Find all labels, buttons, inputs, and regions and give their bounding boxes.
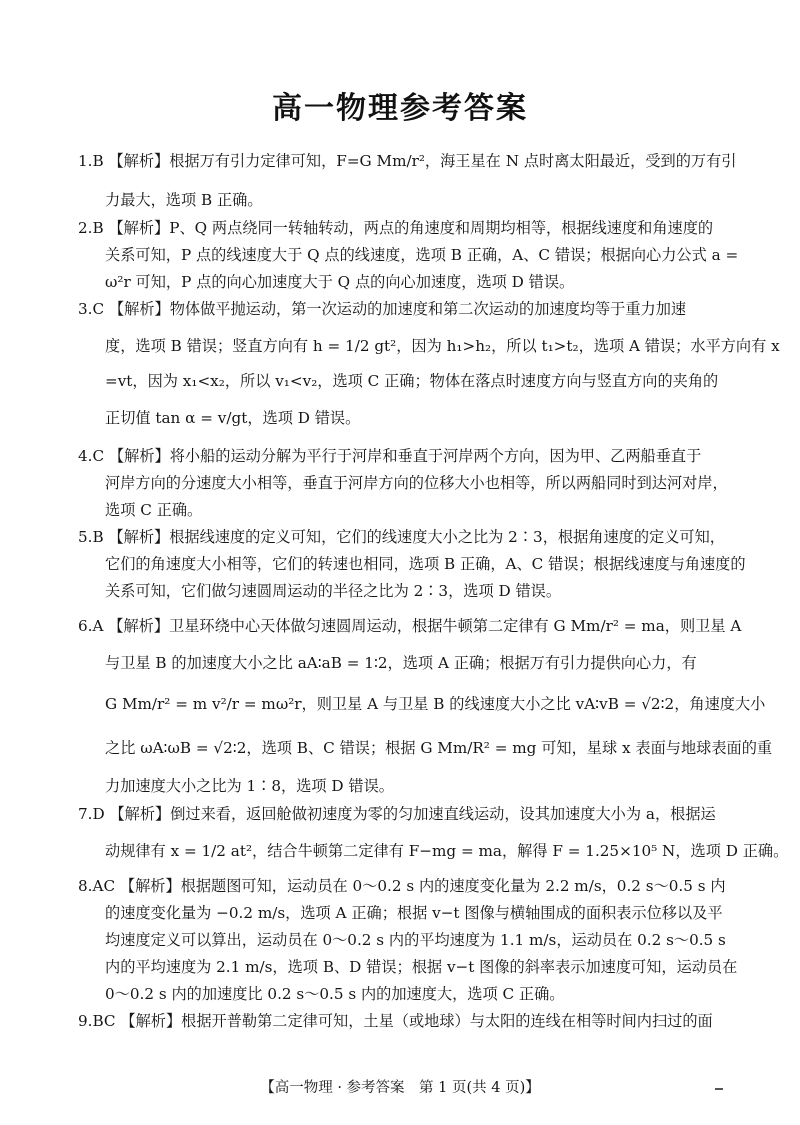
answer-line: 正切值 tan α = v/gt，选项 D 错误。 (105, 409, 361, 427)
answer-line: 力加速度大小之比为 1∶8，选项 D 错误。 (105, 777, 394, 795)
answer-line: 关系可知，P 点的线速度大于 Q 点的线速度，选项 B 正确，A、C 错误；根据向心力公式 a = (105, 246, 739, 264)
answer-line: 4.C 【解析】将小船的运动分解为平行于河岸和垂直于河岸两个方向，因为甲、乙两船垂直于 (78, 447, 702, 465)
answer-line: 3.C 【解析】物体做平抛运动，第一次运动的加速度和第二次运动的加速度均等于重力加速 (78, 300, 687, 318)
answer-line: 度，选项 B 错误；竖直方向有 h = 1/2 gt²，因为 h₁>h₂，所以 t₁>t₂，选项 A 错误；水平方向有 x (105, 337, 780, 355)
answer-line: 选项 C 正确。 (105, 501, 203, 519)
answer-line: 内的平均速度为 2.1 m/s，选项 B、D 错误；根据 v−t 图像的斜率表示加速度可知，运动员在 (105, 958, 738, 976)
answer-line: 动规律有 x = 1/2 at²，结合牛顿第二定律有 F−mg = ma，解得 F = 1.25×10⁵ N，选项 D 正确。 (105, 842, 789, 860)
answer-line: 的速度变化量为 −0.2 m/s，选项 A 正确；根据 v−t 图像与横轴围成的面积表示位移以及平 (105, 904, 723, 922)
answer-line: 2.B 【解析】P、Q 两点绕同一转轴转动，两点的角速度和周期均相等，根据线速度和角速度的 (78, 219, 714, 237)
answer-line: 1.B 【解析】根据万有引力定律可知，F=G Mm/r²，海王星在 N 点时离太阳最近，受到的万有引 (78, 152, 737, 170)
answer-line: 均速度定义可以算出，运动员在 0～0.2 s 内的平均速度为 1.1 m/s，运动员在 0.2 s～0.5 s (105, 931, 726, 949)
answer-line: 0～0.2 s 内的加速度比 0.2 s～0.5 s 内的加速度大，选项 C 正确。 (105, 985, 565, 1003)
page-title: 高一物理参考答案 (272, 91, 528, 126)
answer-line: G Mm/r² = m v²/r = mω²r，则卫星 A 与卫星 B 的线速度大小之比 vA∶vB = √2∶2，角速度大小 (105, 695, 766, 713)
corner-mark (715, 1088, 723, 1090)
answer-line: 与卫星 B 的加速度大小之比 aA∶aB = 1∶2，选项 A 正确；根据万有引力提供向心力，有 (105, 654, 697, 672)
answer-line: 河岸方向的分速度大小相等，垂直于河岸方向的位移大小也相等，所以两船同时到达河对岸， (105, 474, 728, 492)
answer-line: ω²r 可知，P 点的向心加速度大于 Q 点的向心加速度，选项 D 错误。 (105, 273, 575, 291)
answer-line: 力最大，选项 B 正确。 (105, 191, 263, 209)
answer-line: 7.D 【解析】倒过来看，返回舱做初速度为零的匀加速直线运动，设其加速度大小为 a，根据运 (78, 805, 716, 823)
answer-line: 9.BC 【解析】根据开普勒第二定律可知，土星（或地球）与太阳的连线在相等时间内扫过的面 (78, 1012, 713, 1030)
answer-line: 它们的角速度大小相等，它们的转速也相同，选项 B 正确，A、C 错误；根据线速度与角速度的 (105, 555, 746, 573)
answer-line: 关系可知，它们做匀速圆周运动的半径之比为 2∶3，选项 D 错误。 (105, 582, 562, 600)
page-footer: 【高一物理 · 参考答案 第 1 页(共 4 页)】 (260, 1080, 540, 1096)
answer-line: 8.AC 【解析】根据题图可知，运动员在 0～0.2 s 内的速度变化量为 2.2 m/s，0.2 s～0.5 s 内 (78, 877, 726, 895)
answer-line: 之比 ωA∶ωB = √2∶2，选项 B、C 错误；根据 G Mm/R² = mg 可知，星球 x 表面与地球表面的重 (105, 739, 773, 757)
answer-line: =vt，因为 x₁<x₂，所以 v₁<v₂，选项 C 正确；物体在落点时速度方向与竖直方向的夹角的 (105, 372, 719, 390)
answer-line: 5.B 【解析】根据线速度的定义可知，它们的线速度大小之比为 2∶3，根据角速度的定义可知， (78, 528, 725, 546)
answer-line: 6.A 【解析】卫星环绕中心天体做匀速圆周运动，根据牛顿第二定律有 G Mm/r² = ma，则卫星 A (78, 617, 742, 635)
